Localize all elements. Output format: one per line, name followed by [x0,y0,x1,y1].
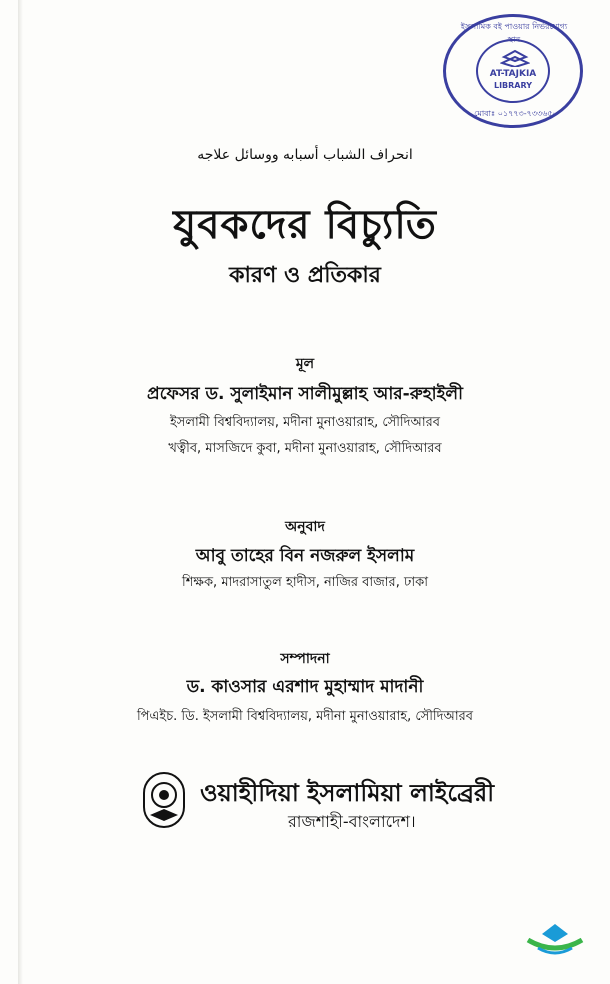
stamp-name-line1: AT-TAJKIA [489,69,537,79]
author-name: প্রফেসর ড. সুলাইমান সালীমুল্লাহ আর-রুহাইলী [147,384,463,404]
author-affiliation-1: ইসলামী বিশ্ববিদ্যালয়, মদীনা মুনাওয়ারাহ, সৌদিআরব [169,415,441,430]
publisher-logo-icon [140,771,188,829]
stamp-center [476,39,550,103]
author-affiliation-2: খত্বীব, মাসজিদে কুবা, মদীনা মুনাওয়ারাহ, সৌদিআরব [168,441,442,456]
stamp-ring-text: ইসলামিক বই পাওয়ার নির্ভরযোগ্য স্থান [460,22,568,44]
publisher-block [140,771,500,851]
arabic-title: انحراف الشباب أسبابه ووسائل علاجه [197,147,413,163]
scanner-logo-icon [524,922,586,958]
stamp-phone: মোবাঃ ০১৭৭৩-৭৩৩৬৫০ [474,109,558,118]
main-title: যুবকদের বিচ্যুতি [173,202,437,248]
publisher-city: রাজশাহী-বাংলাদেশ। [288,812,416,831]
book-icon [500,47,530,67]
translator-name: আবু তাহের বিন নজরুল ইসলাম [195,546,415,566]
editor-affiliation: পিএইচ. ডি. ইসলামী বিশ্ববিদ্যালয়, মদীনা মুনাওয়ারাহ, সৌদিআরব [136,709,474,724]
original-label: মূল [295,356,315,372]
subtitle: কারণ ও প্রতিকার [229,263,381,288]
stamp-name-line2: LIBRARY [493,81,533,90]
editing-label: সম্পাদনা [280,651,330,667]
editor-name: ড. কাওসার এরশাদ মুহাম্মাদ মাদানী [186,677,424,697]
translator-affiliation: শিক্ষক, মাদরাসাতুল হাদীস, নাজির বাজার, ঢাকা [182,575,428,590]
translation-label: অনুবাদ [285,519,325,535]
publisher-name: ওয়াহীদিয়া ইসলামিয়া লাইব্রেরী [200,779,495,807]
library-stamp [443,14,583,128]
